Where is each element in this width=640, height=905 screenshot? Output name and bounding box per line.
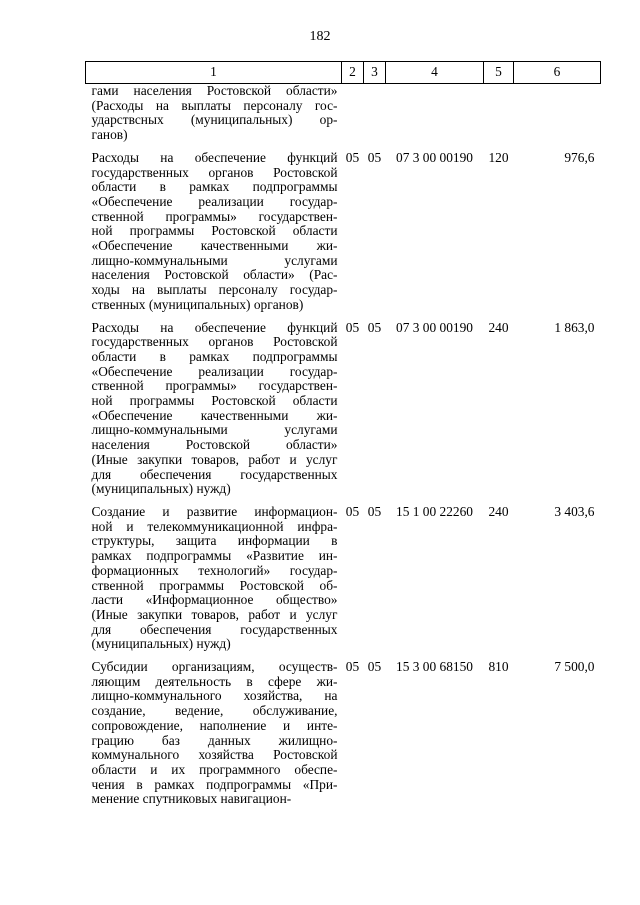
description-line: лищно-коммунальными услугами: [91, 422, 338, 438]
row-description: [86, 505, 342, 660]
header-col-2: 2: [342, 62, 364, 84]
description-line: (Расходы на выплаты персоналу гос-: [91, 97, 338, 113]
expense-type-code: [484, 84, 514, 151]
expense-type-code: 240: [488, 319, 509, 335]
section-code: 05: [345, 503, 360, 519]
description-line: Субсидии организациям, осуществ-: [91, 659, 338, 675]
description-line: (муниципальных) нужд): [91, 636, 231, 652]
description-line: ственной программы Ростовской об-: [91, 577, 338, 593]
target-article-code: 15 1 00 22260: [396, 503, 473, 519]
target-article-code: 07 3 00 00190: [396, 319, 473, 335]
header-col-6: 6: [514, 62, 601, 84]
target-article-code: 15 3 00 68150: [396, 659, 473, 675]
amount: [514, 84, 601, 151]
description-line: «Обеспечение качественными жи-: [91, 407, 338, 423]
header-col-5: 5: [484, 62, 514, 84]
description-line: ласти «Информационное общество»: [91, 592, 338, 608]
subsection-code: 05: [367, 659, 382, 675]
description-line: ной программы Ростовской области: [91, 393, 338, 409]
description-line: Расходы на обеспечение функций: [91, 149, 338, 165]
description-line: структуры, защита информации в: [91, 533, 338, 549]
description-line: ной программы Ростовской области: [91, 223, 338, 239]
expense-type-code: 810: [488, 659, 509, 675]
description-line: области и их программного обеспе-: [91, 761, 338, 777]
amount: 3 403,6: [554, 503, 595, 519]
subsection-code: 05: [367, 149, 382, 165]
description-line: менение спутниковых навигацион-: [91, 791, 292, 807]
description-line: «Обеспечение качественными жи-: [91, 238, 338, 254]
description-line: гами населения Ростовской области»: [91, 83, 338, 98]
expense-type-code: 240: [488, 503, 509, 519]
description-line: ходы на выплаты персоналу государ-: [91, 282, 338, 298]
subsection-code: 05: [367, 319, 382, 335]
header-col-1: 1: [86, 62, 342, 84]
description-line: государственных органов Ростовской: [91, 334, 338, 350]
description-line: ственной программы» государствен-: [91, 378, 338, 394]
description-line: чения в рамках подпрограммы «При-: [91, 776, 338, 792]
description-line: (муниципальных) нужд): [91, 481, 231, 497]
description-line: для обеспечения государственных: [91, 466, 338, 482]
description-line: формационных технологий» государ-: [91, 562, 338, 578]
description-line: «Обеспечение реализации государ-: [91, 363, 338, 379]
target-article-code: 07 3 00 00190: [396, 149, 473, 165]
description-line: для обеспечения государственных: [91, 621, 338, 637]
amount: 1 863,0: [554, 319, 595, 335]
table-row: [86, 151, 601, 321]
table-body: [86, 84, 601, 816]
row-description: [86, 84, 342, 151]
amount: 976,6: [564, 149, 595, 165]
table-row: [86, 505, 601, 660]
table-header-row: [86, 62, 601, 84]
page-number: 182: [309, 29, 331, 44]
description-line: населения Ростовской области»: [91, 437, 338, 453]
section-code: [342, 84, 364, 151]
section-code: 05: [345, 149, 360, 165]
description-line: лищно-коммунального хозяйства, на: [91, 688, 338, 704]
description-line: ляющим деятельность в сфере жи-: [91, 673, 338, 689]
target-article-code: [386, 84, 484, 151]
description-line: области в рамках подпрограммы: [91, 179, 338, 195]
expense-type-code: 120: [488, 149, 509, 165]
description-line: грацию баз данных жилищно-: [91, 732, 338, 748]
subsection-code: [364, 84, 386, 151]
section-code: 05: [345, 659, 360, 675]
description-line: сопровождение, наполнение и инте-: [91, 717, 338, 733]
description-line: населения Ростовской области» (Рас-: [91, 267, 338, 283]
table-row: [86, 660, 601, 815]
description-line: (Иные закупки товаров, работ и услуг: [91, 606, 338, 622]
table-row: [86, 321, 601, 505]
description-line: ганов): [91, 127, 128, 143]
row-description: [86, 321, 342, 505]
description-line: создание, ведение, обслуживание,: [91, 703, 338, 719]
description-line: области в рамках подпрограммы: [91, 348, 338, 364]
header-col-3: 3: [364, 62, 386, 84]
header-col-4: 4: [386, 62, 484, 84]
row-description: [86, 660, 342, 815]
description-line: государственных органов Ростовской: [91, 164, 338, 180]
description-line: коммунального хозяйства Ростовской: [91, 747, 338, 763]
subsection-code: 05: [367, 503, 382, 519]
section-code: 05: [345, 319, 360, 335]
description-line: лищно-коммунальными услугами: [91, 252, 338, 268]
table-row: [86, 84, 601, 151]
description-line: Расходы на обеспечение функций: [91, 319, 338, 335]
description-line: (Иные закупки товаров, работ и услуг: [91, 451, 338, 467]
budget-table: [85, 61, 601, 815]
description-line: рамках подпрограммы «Развитие ин-: [91, 548, 338, 564]
description-line: ной и телекоммуникационной инфра-: [91, 518, 338, 534]
amount: 7 500,0: [554, 659, 595, 675]
row-description: [86, 151, 342, 321]
description-line: «Обеспечение реализации государ-: [91, 193, 338, 209]
description-line: Создание и развитие информацион-: [91, 503, 338, 519]
description-line: ударствсных (муниципальных) ор-: [91, 112, 338, 128]
description-line: ственной программы» государствен-: [91, 208, 338, 224]
description-line: ственных (муниципальных) органов): [91, 296, 304, 312]
